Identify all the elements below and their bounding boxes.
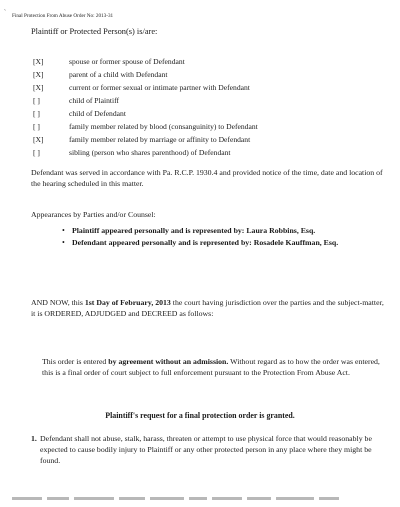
document-header: Final Protection From Abuse Order No: 2013-31: [12, 13, 114, 19]
relationship-row: [33, 120, 393, 133]
and-now-paragraph: [31, 297, 386, 319]
relationship-label: parent of a child with Defendant: [69, 70, 168, 79]
checkbox-mark: [ ]: [33, 96, 40, 105]
and-now-pre: AND NOW, this: [31, 298, 85, 307]
relationship-row: [33, 107, 393, 120]
checkbox-mark: [X]: [33, 83, 44, 92]
order-date: 1st Day of February, 2013: [84, 298, 171, 307]
relationship-label: family member related by blood (consanguinity) to Defendant: [69, 122, 258, 131]
relationship-label: child of Plaintiff: [69, 96, 120, 105]
footer-cutoff: [12, 489, 392, 493]
relationship-row: [33, 94, 393, 107]
relationship-checklist: [33, 55, 393, 159]
checkbox-mark: [ ]: [33, 148, 40, 157]
item-text: Defendant shall not abuse, stalk, harass, threaten or attempt to use physical force that would reasonably be expected to cause bodily injury to Plaintiff or any other protected person in any place where they might be found.: [40, 434, 372, 465]
relationship-row: [33, 133, 393, 146]
bullet-icon: •: [62, 226, 65, 235]
checkbox-mark: [X]: [33, 135, 44, 144]
order-paragraph: [42, 356, 387, 378]
header-mark: `: [4, 10, 6, 16]
order-post: Without regard as to how the order was entered, this is a final order of court subject to full enforcement pursuant to the Protection From Abuse Act.: [42, 357, 380, 377]
appearances-list: [62, 226, 382, 249]
order-agreement: by agreement without an admission.: [108, 357, 229, 366]
order-pre: This order is entered: [42, 357, 109, 366]
appearance-text: Defendant appeared personally and is represented by: Rosadele Kauffman, Esq.: [72, 237, 339, 247]
relationship-label: child of Defendant: [69, 109, 126, 118]
appearances-label: Appearances by Parties and/or Counsel:: [31, 210, 156, 219]
order-item: [31, 433, 387, 466]
service-paragraph: Defendant was served in accordance with Pa. R.C.P. 1930.4 and provided notice of the time, date and location of the hearing scheduled in this matter.: [31, 168, 383, 188]
appearance-text: Plaintiff appeared personally and is represented by: Laura Robbins, Esq.: [72, 226, 316, 235]
checkbox-mark: [X]: [33, 57, 44, 66]
checkbox-mark: [X]: [33, 70, 44, 79]
granted-heading: Plaintiff's request for a final protection order is granted.: [105, 411, 295, 420]
relationship-label: sibling (person who shares parenthood) of Defendant: [69, 148, 231, 157]
checkbox-mark: [ ]: [33, 109, 40, 118]
relationship-row: [33, 81, 393, 94]
bullet-icon: •: [62, 237, 65, 247]
relationship-row: [33, 68, 393, 81]
protected-persons-intro: Plaintiff or Protected Person(s) is/are:: [31, 27, 158, 36]
relationship-row: [33, 55, 393, 68]
relationship-label: family member related by marriage or affinity to Defendant: [69, 135, 251, 144]
relationship-label: current or former sexual or intimate partner with Defendant: [69, 83, 250, 92]
item-number: 1.: [31, 434, 37, 443]
relationship-label: spouse or former spouse of Defendant: [69, 57, 185, 66]
list-item: [62, 238, 382, 249]
list-item: [62, 226, 382, 237]
checkbox-mark: [ ]: [33, 122, 40, 131]
relationship-row: [33, 146, 393, 159]
and-now-post: the court having jurisdiction over the parties and the subject-matter, it is ORDERED, ADJUDGED and DECREED as follows:: [31, 298, 384, 318]
